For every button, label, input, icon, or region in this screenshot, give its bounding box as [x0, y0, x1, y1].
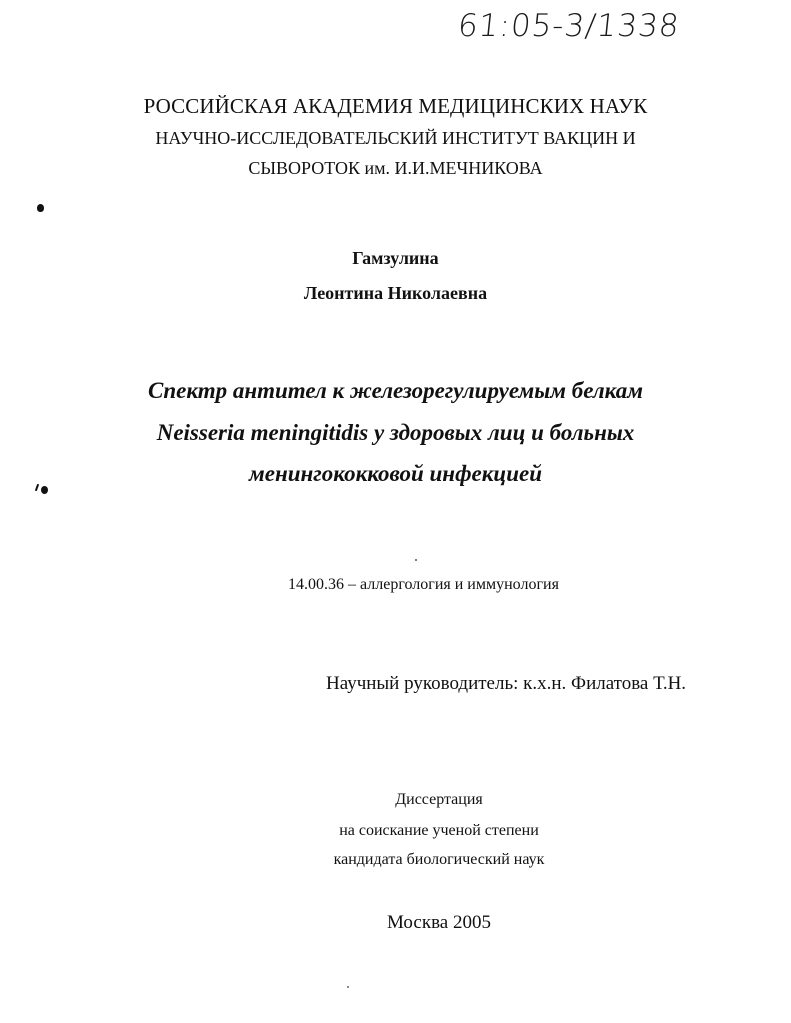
scan-mark [35, 484, 39, 491]
city-year: Москва 2005 [387, 912, 491, 933]
scan-speck [415, 559, 417, 561]
dissertation-line-3: кандидата биологический наук [333, 851, 545, 868]
title-line-2: Neisseria meningitidis у здоровых лиц и больных [156, 420, 635, 445]
author-first-names: Леонтина Николаевна [303, 283, 488, 303]
specialty-code: 14.00.36 – аллергология и иммунология [288, 576, 559, 593]
dissertation-line-1: Диссертация [395, 791, 483, 808]
organization-line-2: НАУЧНО-ИССЛЕДОВАТЕЛЬСКИЙ ИНСТИТУТ ВАКЦИН И [155, 128, 636, 148]
title-line-3: менингококковой инфекцией [249, 461, 542, 486]
author-last-name: Гамзулина [352, 248, 439, 268]
scan-speck [347, 986, 349, 988]
title-line-1: Спектр антител к железорегулируемым белкам [148, 378, 643, 403]
dissertation-line-2: на соискание ученой степени [339, 822, 539, 839]
organization-line-1: РОССИЙСКАЯ АКАДЕМИЯ МЕДИЦИНСКИХ НАУК [143, 94, 648, 118]
scan-mark [37, 204, 44, 212]
scientific-supervisor: Научный руководитель: к.х.н. Филатова Т.Н. [326, 673, 687, 694]
organization-line-3: СЫВОРОТОК им. И.И.МЕЧНИКОВА [248, 158, 543, 178]
archive-stamp: 61:05-3/1338 [456, 8, 682, 44]
scan-mark [41, 486, 48, 494]
